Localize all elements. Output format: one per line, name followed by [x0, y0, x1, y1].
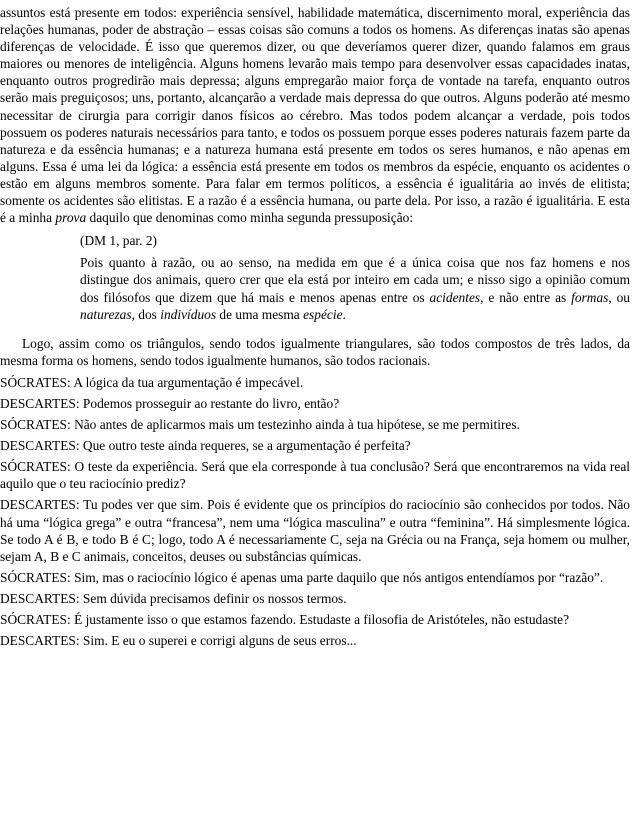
dialogue-text: Sim. E eu o superei e corrigi alguns de seus erros... — [82, 633, 357, 649]
dialogue-line — [0, 496, 630, 564]
speaker-name: DESCARTES: — [0, 590, 80, 606]
quote-term-acidentes: acidentes — [429, 289, 481, 305]
dialogue-line — [0, 458, 630, 492]
quote-reference: (DM 1, par. 2) — [80, 233, 157, 249]
quote-term-naturezas: naturezas — [80, 306, 132, 322]
dialogue-text: Não antes de aplicarmos mais um testezinho ainda à tua hipótese, se me permitires. — [74, 417, 520, 433]
prova-term: prova — [55, 210, 87, 226]
intro-text: assuntos está presente em todos: experiência sensível, habilidade matemática, discernimento moral, experiência das relações humanas, poder de abstração – essas coisas são comuns a todos os homens. As diferenças inatas são apenas diferenças de velocidade. É isso que queremos dizer, ou que deveríamos querer dizer, quando falamos em graus maiores ou menores de inteligência. Alguns homens levarão mais tempo para desenvolver essas capacidades inatas, enquanto outros progredirão mais depressa; alguns empregarão maior força de vontade na tarefa, enquanto outros serão mais preguiçosos; uns, portanto, alcançarão a verdade mais depressa do que outros. Alguns poderão até mesmo necessitar de cirurgia para corrigir danos físicos ao cérebro. Mas todos podem alcançar a verdade, pois todos possuem os poderes naturais necessários para tanto, e todos os possuem porque esses poderes naturais fazem parte da natureza e da essência humanas; e a natureza humana está presente em todos os seres humanos, e não apenas em alguns. Essa é uma lei da lógica: a essência está presente em todos os membros da espécie, enquanto os acidentes o estão em alguns membros somente. Para falar em termos políticos, a essência é igualitária ao invés de elitista; somente os acidentes são elitistas. E a razão é a essência humana, ou parte dela. Por isso, a razão é igualitária. E esta é a minha — [0, 5, 630, 226]
speaker-name: SÓCRATES: — [0, 569, 71, 585]
dialogue-line — [0, 632, 630, 649]
dialogue-line — [0, 437, 630, 454]
dialogue-text: Podemos prosseguir ao restante do livro, então? — [82, 395, 340, 411]
dialogue-line — [0, 374, 630, 391]
quote-term-formas: formas — [571, 289, 609, 305]
conclusion-paragraph: Logo, assim como os triângulos, sendo todos igualmente triangulares, são todos compostos de três lados, da mesma forma os homens, sendo todos igualmente humanos, são todos racionais. — [0, 335, 630, 368]
dialogue-line — [0, 569, 630, 586]
intro-paragraph — [0, 4, 630, 226]
dialogue-line — [0, 590, 630, 607]
dialogue-text: Que outro teste ainda requeres, se a argumentação é perfeita? — [82, 438, 411, 454]
quote-text-part: , ou — [608, 289, 630, 305]
quote-text-part: , e não entre as — [480, 289, 567, 305]
intro-text-end: daquilo que denominas como minha segunda pressuposição: — [89, 210, 414, 226]
block-quote — [80, 232, 630, 322]
dialogue-text: Tu podes ver que sim. Pois é evidente que os princípios do raciocínio são conhecidos por todos. Não há uma “lógica grega” e outra “francesa”, nem uma “lógica masculina” e outra “feminina”. Há simplesmente lógica. Se todo A é B, e todo B é C; logo, todo A é necessariamente C, seja na Grécia ou na França, seja homem ou mulher, sejam A, B e C animais, conceitos, deuses ou substâncias químicas. — [0, 497, 630, 564]
quote-text-part: de uma mesma — [219, 306, 300, 322]
quote-text-part: . — [342, 306, 346, 322]
speaker-name: DESCARTES: — [0, 497, 80, 513]
quote-term-especie: espécie — [303, 306, 343, 322]
quote-text — [80, 254, 630, 322]
speaker-name: DESCARTES: — [0, 395, 80, 411]
dialogue-text: Sem dúvida precisamos definir os nossos termos. — [82, 590, 347, 606]
speaker-name: SÓCRATES: — [0, 417, 71, 433]
dialogue-text: A lógica da tua argumentação é impecável. — [73, 374, 304, 390]
quote-term-individuos: indivíduos — [160, 306, 217, 322]
dialogue-line — [0, 395, 630, 412]
speaker-name: DESCARTES: — [0, 438, 80, 454]
speaker-name: SÓCRATES: — [0, 459, 71, 475]
quote-text-part: , dos — [131, 306, 157, 322]
quote-text-part: Pois quanto à razão, ou ao senso, na medida em que é a única coisa que nos faz homens e nos distingue dos animais, quero crer que ela está por inteiro em cada um; e nisso sigo a opinião comum dos filósofos que dizem que há mais e menos apenas entre os — [80, 255, 630, 305]
dialogue — [0, 374, 630, 649]
dialogue-line — [0, 416, 630, 433]
speaker-name: DESCARTES: — [0, 633, 80, 649]
dialogue-text: Sim, mas o raciocínio lógico é apenas uma parte daquilo que nós antigos entendíamos por “razão”. — [74, 569, 604, 585]
dialogue-line — [0, 611, 630, 628]
speaker-name: SÓCRATES: — [0, 374, 71, 390]
speaker-name: SÓCRATES: — [0, 612, 71, 627]
dialogue-text: É justamente isso o que estamos fazendo. Estudaste a filosofia de Aristóteles, não estudaste? — [74, 612, 570, 627]
dialogue-text: O teste da experiência. Será que ela corresponde à tua conclusão? Será que encontraremos na vida real aquilo que o teu raciocínio prediz? — [0, 459, 630, 492]
